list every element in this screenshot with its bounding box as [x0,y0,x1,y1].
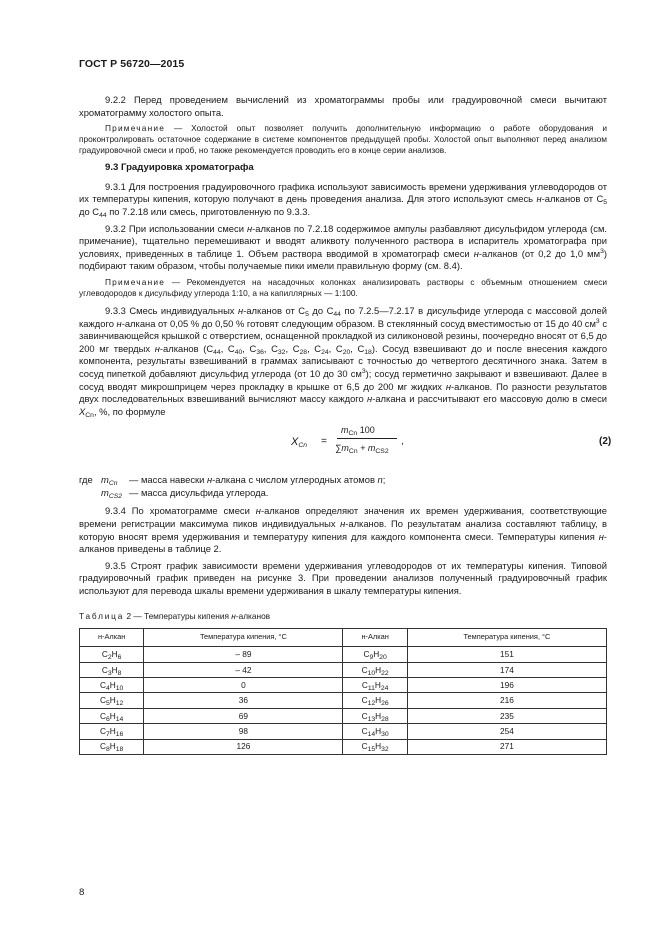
text: н [473,247,479,259]
formula-part: C [101,664,108,675]
formula-part: H [111,664,118,675]
section-9-2-2: 9.2.2 Перед проведением вычислений из хроматограммы пробы или градуировочной смеси вычитают хроматограмму холостого опыта. [79,94,607,118]
formula-number: (2) [599,436,612,448]
formula-part: C [361,664,368,675]
formula-part: H [374,679,381,690]
table-cell: 174 [407,662,606,677]
text: -алканов приведены в таблице 2. [79,530,607,555]
formula-part: H [375,710,382,721]
formula-part: H [109,710,116,721]
text: , C [285,342,300,354]
column-header: н-Алкан [80,629,144,647]
text: н [116,317,122,329]
table-cell [80,678,144,693]
legend-symbol [101,474,118,487]
text: ). Сосуд взвешивают до и после внесения каждого компонента, результаты взвешиваний в граммах записывают с точностью до четвертого десятичного знака. Затем в сосуд пипеткой добавляют дисульфид углерода (от 10 до 30 см [79,342,608,379]
text: 9.3.2 При использовании смеси [105,222,247,234]
formula-legend [79,474,607,499]
table-cell: 271 [407,739,606,754]
text: н [206,474,213,486]
subscript: 24 [380,684,389,692]
table-cell [80,724,144,739]
formula-part: C [361,726,368,737]
subscript: 11 [367,684,375,692]
legend-row [79,474,607,487]
subscript: 26 [381,700,389,708]
note-text: — Холостой опыт позволяет получить дополнительную информацию о работе оборудования и проконтролировать остаточное содержание в системе компонентов предыдущей пробы. Холостой опыт выполняют перед анализом градуировочной смеси и проб, но также рекомендуется проводить его в конце серии анализов. [79,123,607,156]
text: ) подбирают таким образом, чтобы получаемые пики имели правильную форму (см. 8.4). [79,247,607,272]
table-cell [80,662,144,677]
superscript: 3 [600,247,604,255]
section-9-3-4 [79,505,607,555]
table-cell: 254 [407,724,606,739]
section-9-3-heading: 9.3 Градуировка хроматографа [105,162,254,174]
subscript: 24 [321,348,329,356]
subscript: 44 [333,310,341,318]
subscript: 6 [105,715,110,723]
note-label: Примечание [105,123,166,134]
table-cell [80,739,144,754]
table-cell [343,739,407,754]
formula-part: C [361,741,368,752]
note-1 [79,123,607,156]
text: по 7.2.18 или смесь, приготовленную по 9.3.3. [106,205,311,217]
formula-lhs [291,436,307,449]
formula-part: C [361,695,368,706]
formula-2 [79,424,612,468]
text: -алканов от C [243,304,306,316]
text: , C [220,342,235,354]
column-header: Температура кипения, °C [144,629,343,647]
subscript: 32 [277,348,286,356]
legend-description [129,474,385,487]
formula-part: C [99,710,106,721]
formula-denominator [335,442,389,455]
section-9-3-3 [79,305,607,418]
subscript: 20 [342,348,351,356]
text: -алканов по 7.2.18 содержимое ампулы разбавляют дисульфидом углерода (см. примечание), тщательно перемешивают и вводят аликвоту полученного раствора в испаритель хроматографа при условиях, приведенных в таблице 1. Объем раствора вводимой в хроматограф смеси [79,222,607,259]
text: , C [263,342,278,354]
table-header-row [80,629,607,647]
subscript: CS2 [108,492,123,500]
text: н [255,505,261,517]
text: , C [350,342,365,354]
subscript: 3 [107,669,112,677]
formula-part: C [361,679,368,690]
formula-numerator [341,424,375,437]
text: m [101,474,109,486]
table-row [80,708,607,723]
subscript: 18 [364,348,372,356]
table-cell: – 89 [144,647,343,662]
formula-part: H [375,695,382,706]
table-cell: 216 [407,693,606,708]
table-cell: 196 [407,678,606,693]
table-row [80,678,607,693]
subscript: 28 [299,348,308,356]
text: н [154,342,160,354]
text: -алканов. По разности результатов двух последовательных взвешиваний вычисляют массу каждого [79,380,607,405]
table-cell: 98 [144,724,343,739]
formula-part: H [373,649,380,660]
text: 2 — Температуры кипения [124,610,232,621]
subscript: 20 [379,654,387,662]
subscript: 16 [115,731,124,739]
table-cell [80,693,144,708]
subscript: 5 [603,199,607,207]
table-row [80,647,607,662]
subscript: 44 [99,211,107,219]
table-cell [80,647,144,662]
text: , C [307,342,322,354]
formula-part: H [109,726,116,737]
text: н [445,380,451,392]
table-row [80,693,607,708]
text: с завинчивающейся крышкой с отверстием, оснащенной прокладкой из силиконовой резины, поочередно вносят от 6,5 до 200 мг твердых [79,317,608,354]
subscript: 2 [107,654,112,662]
legend-description: — масса дисульфида углерода. [129,486,269,498]
subscript: 7 [105,731,110,739]
note-label: Примечание [105,276,166,287]
text: + m [357,443,376,454]
text: по 7.2.5—7.2.17 в дисульфиде углерода с массовой долей каждого [79,304,607,329]
subscript: 6 [117,654,122,662]
text: н [367,393,373,405]
text: -алканов от C [541,193,604,205]
formula-comma: , [401,436,404,448]
fraction-bar [337,438,397,439]
formula-part: C [99,741,106,752]
table-cell: 69 [144,708,343,723]
text: -алканов (от 0,2 до 1,0 мм [478,247,601,259]
text: до C [79,205,100,217]
text: н [536,193,542,205]
subscript: 9 [369,654,374,662]
table-cell [343,647,407,662]
table-row [80,724,607,739]
subscript: CS2 [375,448,389,456]
subscript: 13 [367,715,376,723]
text: н [598,530,604,542]
formula-part: C [99,726,106,737]
subscript: 14 [367,731,376,739]
text: ; [382,474,386,486]
text: X [291,436,299,449]
text: X [79,405,86,417]
text: Таблица [79,610,125,621]
note-2 [79,277,607,299]
table-cell: 0 [144,678,343,693]
text: н [231,610,236,621]
section-9-3-1 [79,181,607,219]
subscript: 32 [381,746,389,754]
subscript: 8 [105,746,110,754]
text: -алканов [235,610,271,621]
subscript: Cn [348,430,358,438]
text: , %, по формуле [93,405,166,417]
legend-symbol [101,487,122,500]
column-header: н-Алкан [343,629,407,647]
subscript: 22 [381,669,389,677]
superscript: 3 [595,317,600,325]
text: , C [328,342,343,354]
subscript: 5 [305,310,309,318]
formula-part: C [101,649,108,660]
table-cell [343,678,407,693]
text: -алкана от 0,05 % до 0,50 % готовят следующим образом. В стеклянный сосуд вместимостью от 15 до 40 см [121,317,596,329]
table-row [80,739,607,754]
subscript: Cn [85,411,94,419]
table-cell [343,708,407,723]
subscript: Cn [298,442,308,450]
text: -алканов (C [159,342,214,354]
subscript: 8 [117,669,122,677]
subscript: 4 [105,684,110,692]
text: -алканов определяют значения их времен удерживания, соответствующие времени регистрации максимума пиков индивидуальных [79,505,607,530]
text: — масса навески [129,474,207,486]
formula-part: C [99,679,106,690]
subscript: 5 [105,700,110,708]
subscript: 18 [115,746,124,754]
subscript: 44 [213,348,221,356]
subscript: Cn [108,480,118,488]
subscript: 10 [367,669,376,677]
formula-part: H [109,695,116,706]
text: -алкана и рассчитывают его массовую долю в смеси [372,393,607,405]
note-text: — Рекомендуется на насадочных колонках анализировать растворы с объемным отношением смеси углеводородов к дисульфиду углерода 1:10, а на капиллярных — 1:100. [79,276,607,298]
subscript: 10 [115,684,124,692]
table-cell [80,708,144,723]
page-number: 8 [79,887,85,898]
text: ); сосуд герметично закрывают и взвешивают. Далее в сосуд вводят микрошприцем через прокладку в крышке от 6,5 до 200 мг жидких [79,367,607,392]
formula-part: H [375,664,382,675]
table-cell: 126 [144,739,343,754]
table-row [80,662,607,677]
subscript: 40 [234,348,243,356]
text: , C [242,342,257,354]
formula-part: C [99,695,106,706]
table-cell [343,724,407,739]
document-body [79,94,612,755]
document-header: ГОСТ Р 56720—2015 [79,58,185,70]
text: n [377,474,383,486]
text: -алкана с числом углеродных атомов [212,474,378,486]
subscript: Cn [348,448,358,456]
section-9-3-2 [79,223,607,273]
subscript: 28 [381,715,389,723]
text: m [101,486,109,498]
table-cell [343,662,407,677]
subscript: 30 [381,731,389,739]
subscript: 14 [115,715,124,723]
formula-part: H [375,726,382,737]
formula-part: H [109,679,116,690]
text: н [246,222,253,234]
subscript: 15 [367,746,376,754]
text: m [341,425,349,436]
table-cell: – 42 [144,662,343,677]
text: н [238,304,244,316]
text: до C [308,304,334,316]
subscript: 36 [256,348,264,356]
formula-equals: = [321,436,327,448]
text: 9.3.3 Смесь индивидуальных [105,304,239,316]
text: 9.3.4 По хроматограмме смеси [105,505,256,517]
text: 9.3.1 Для построения градуировочного графика используют зависимость времени удерживания углеводородов от их температуры кипения, которую получают в день проведения анализа. Для этого используют смесь [79,180,607,205]
column-header: Температура кипения, °C [407,629,606,647]
text: н [340,518,346,530]
subscript: 12 [367,700,376,708]
section-9-3-5: 9.3.5 Строят график зависимости времени удерживания углеводородов от их температуры кипения. Типовой градуировочный график приведен на рисунке 3. При проведении анализов полученный градуировочный график используют для перевода шкалы времени удерживания в шкалу температуры кипения. [79,559,607,597]
formula-part: H [109,741,116,752]
formula-part: H [375,741,382,752]
table-cell: 235 [407,708,606,723]
superscript: 3 [361,367,366,375]
formula-part: H [111,649,118,660]
formula-part: C [363,649,370,660]
table-cell: 36 [144,693,343,708]
subscript: 12 [115,700,124,708]
table-cell [343,693,407,708]
table-cell: 151 [407,647,606,662]
legend-where: где [79,474,93,486]
legend-row [79,487,607,500]
text: 100 [357,425,375,436]
text: -алканов. По результатам анализа составляют таблицу, в которую вносят время удерживания и температуру кипения для каждого компонента смеси. Температуры кипения [79,518,608,542]
table-caption [79,610,607,623]
text: ∑m [335,443,349,454]
formula-part: C [361,710,368,721]
boiling-points-table [79,628,607,755]
